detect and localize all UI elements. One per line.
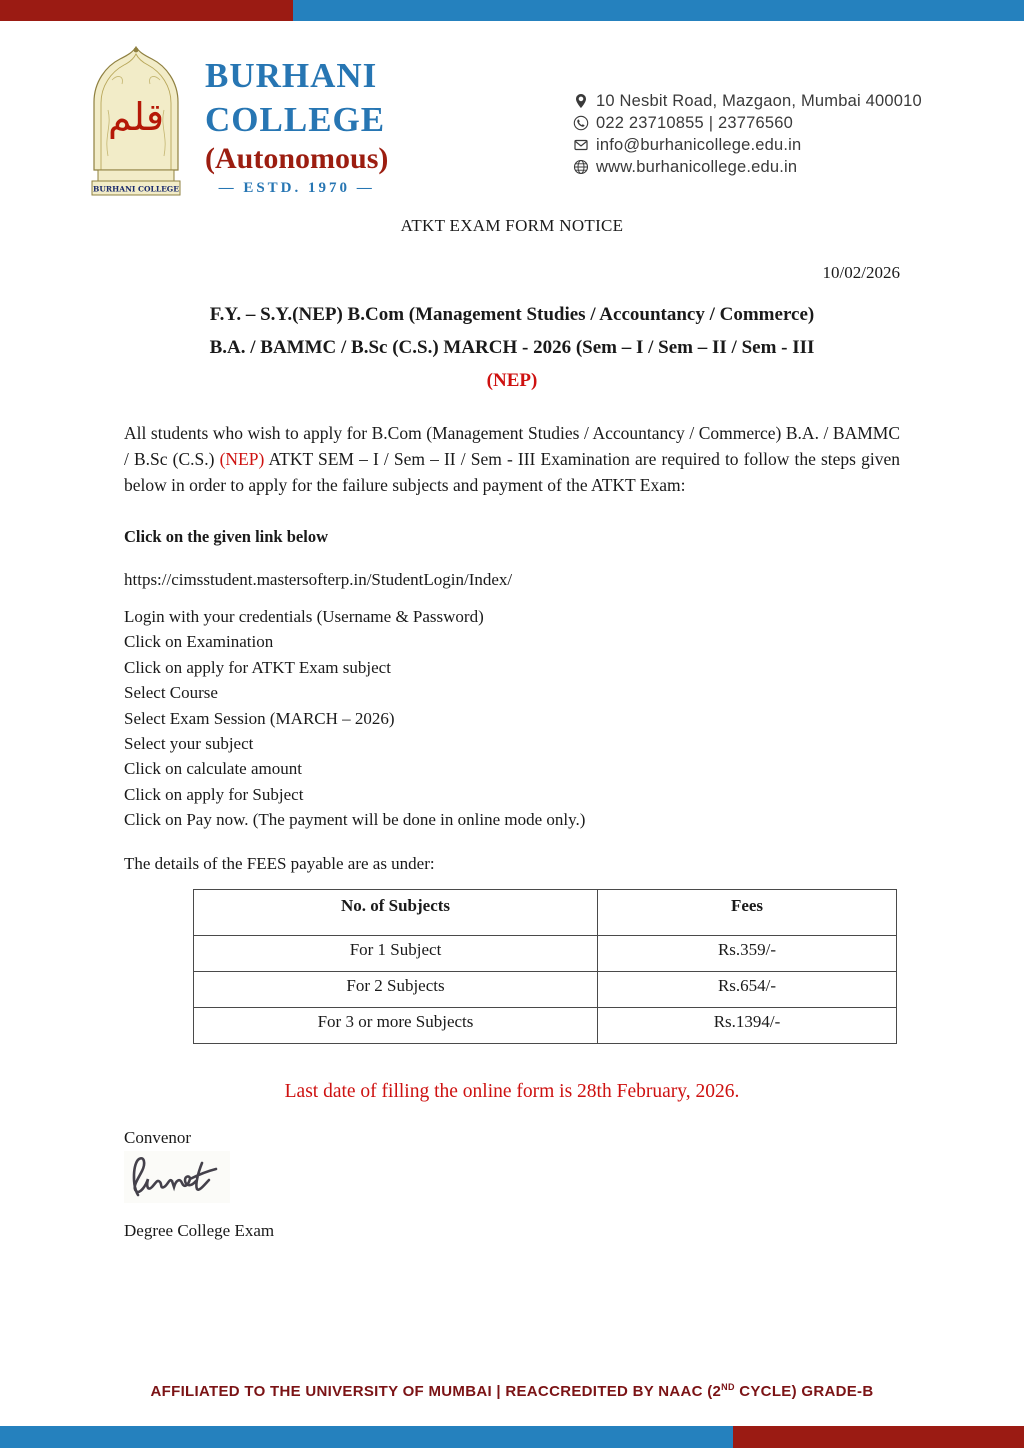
table-cell-subjects: For 1 Subject <box>194 935 598 971</box>
affiliation-text-part1: AFFILIATED TO THE UNIVERSITY OF MUMBAI | REACCREDITED BY NAAC (2 <box>150 1383 722 1400</box>
location-pin-icon <box>573 93 589 109</box>
email-icon <box>573 137 589 153</box>
bottom-accent-bar <box>0 1426 1024 1448</box>
table-row <box>194 1007 897 1043</box>
step-pay-now: Click on Pay now. (The payment will be done in online mode only.) <box>124 810 586 830</box>
notice-heading-line1: F.Y. – S.Y.(NEP) B.Com (Management Studies / Accountancy / Commerce) <box>209 304 815 325</box>
college-name-block <box>205 58 388 196</box>
college-name-line2: COLLEGE <box>205 100 386 139</box>
college-logo <box>78 46 194 198</box>
table-cell-fees: Rs.359/- <box>598 935 897 971</box>
email-text[interactable]: info@burhanicollege.edu.in <box>596 135 802 154</box>
globe-icon <box>573 159 589 175</box>
college-name-line1: BURHANI <box>205 56 378 95</box>
step-select-session: Select Exam Session (MARCH – 2026) <box>124 708 395 728</box>
fees-intro-text: The details of the FEES payable are as under: <box>124 853 435 873</box>
notice-heading <box>124 298 900 397</box>
logo-banner-text: BURHANI COLLEGE <box>93 184 179 194</box>
step-examination: Click on Examination <box>124 632 274 652</box>
table-header-row <box>194 889 897 935</box>
student-login-link[interactable]: https://cimsstudent.mastersofterp.in/StudentLogin/Index/ <box>124 570 513 589</box>
table-row <box>194 935 897 971</box>
letterhead <box>0 0 1024 200</box>
notice-body <box>0 263 1024 1241</box>
signatory-department: Degree College Exam <box>124 1220 275 1240</box>
table-cell-subjects: For 3 or more Subjects <box>194 1007 598 1043</box>
table-row <box>194 971 897 1007</box>
contact-address-row <box>573 90 922 112</box>
bottom-bar-blue-segment <box>0 1426 733 1448</box>
affiliation-superscript: ND <box>721 1382 735 1392</box>
phone-text: 022 23710855 | 23776560 <box>596 113 793 132</box>
link-instruction-label: Click on the given link below <box>124 527 328 546</box>
step-login: Login with your credentials (Username & Password) <box>124 607 484 626</box>
intro-paragraph <box>124 420 900 498</box>
contact-email-row <box>573 134 922 156</box>
college-autonomous-label: (Autonomous) <box>205 142 389 175</box>
signature-image <box>124 1151 230 1203</box>
contact-website-row <box>573 156 922 178</box>
column-header-subjects: No. of Subjects <box>194 889 598 935</box>
college-estd-label: — ESTD. 1970 — <box>218 180 375 196</box>
fees-table <box>193 889 897 1044</box>
intro-nep-highlight: (NEP) <box>219 449 265 469</box>
signatory-role: Convenor <box>124 1127 192 1147</box>
step-apply-subject: Click on apply for Subject <box>124 784 304 804</box>
step-select-subject: Select your subject <box>124 734 254 754</box>
notice-heading-nep: (NEP) <box>486 370 538 391</box>
table-cell-subjects: For 2 Subjects <box>194 971 598 1007</box>
address-text: 10 Nesbit Road, Mazgaon, Mumbai 400010 <box>596 91 922 110</box>
notice-date: 10/02/2026 <box>822 263 900 282</box>
contact-phone-row <box>573 112 922 134</box>
deadline-notice: Last date of filling the online form is 28th February, 2026. <box>284 1080 740 1102</box>
notice-title: ATKT EXAM FORM NOTICE <box>400 216 624 235</box>
table-cell-fees: Rs.1394/- <box>598 1007 897 1043</box>
step-apply-atkt: Click on apply for ATKT Exam subject <box>124 657 391 677</box>
notice-heading-line2: B.A. / BAMMC / B.Sc (C.S.) MARCH - 2026 (Sem – I / Sem – II / Sem - III <box>209 337 815 358</box>
steps-list <box>124 604 900 833</box>
intro-text-part2: ATKT SEM – I / Sem – II / Sem - III Examination are required to follow the steps given below in order to apply for the failure subjects and payment of the ATKT Exam: <box>124 449 900 495</box>
table-cell-fees: Rs.654/- <box>598 971 897 1007</box>
step-select-course: Select Course <box>124 683 218 703</box>
affiliation-footer <box>0 1382 1024 1400</box>
step-calculate-amount: Click on calculate amount <box>124 759 302 779</box>
affiliation-text-part2: CYCLE) GRADE-B <box>734 1383 874 1400</box>
website-text[interactable]: www.burhanicollege.edu.in <box>596 157 798 176</box>
phone-icon <box>573 115 589 131</box>
bottom-bar-red-segment <box>733 1426 1024 1448</box>
intro-text-part1: All students who wish to apply for B.Com (Management Studies / Accountancy / Commerce) B.A. / BAMMC / B.Sc (C.S.) <box>124 423 900 469</box>
column-header-fees: Fees <box>598 889 897 935</box>
logo-arabic-calligraphy: قلم <box>107 95 165 139</box>
contact-info-block <box>573 90 922 178</box>
